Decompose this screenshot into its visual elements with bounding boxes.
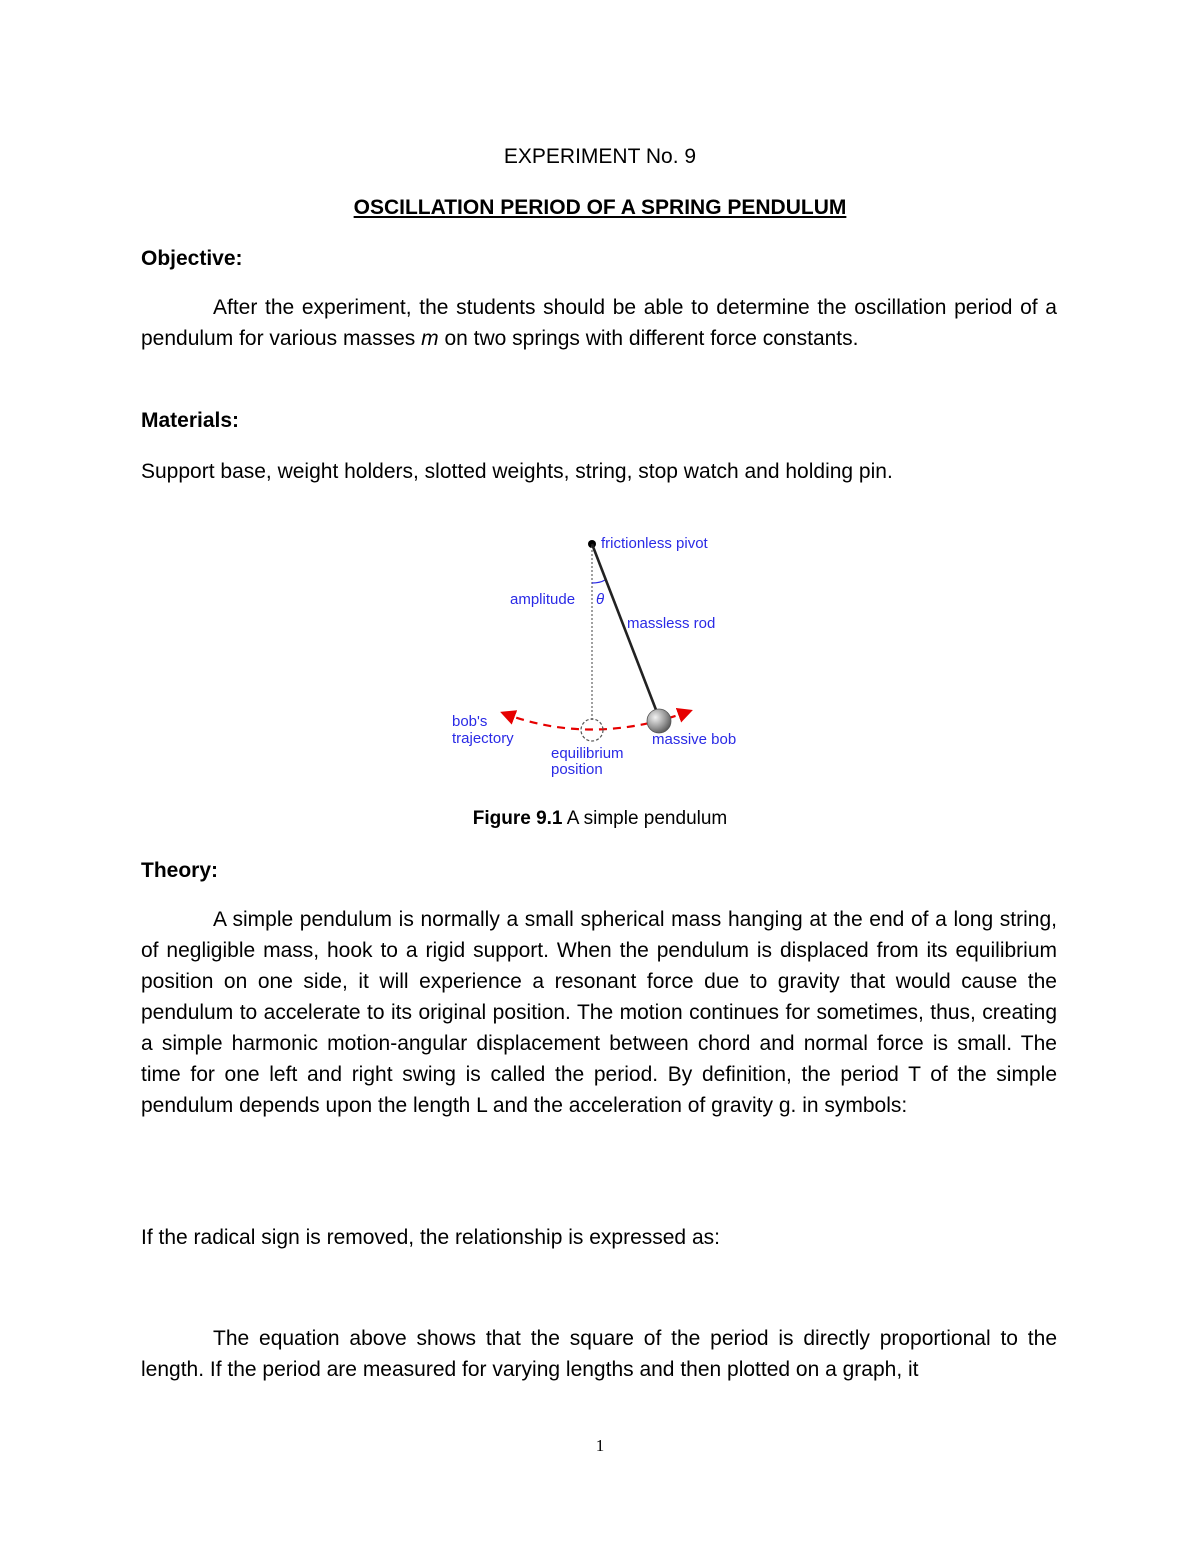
equilibrium-label-line2: position: [551, 761, 603, 778]
experiment-title: EXPERIMENT No. 9: [503, 145, 697, 168]
bob-label: massive bob: [652, 731, 737, 748]
objective-text-end: on two springs with different force constants.: [438, 327, 859, 350]
page-number: 1: [595, 1436, 605, 1455]
pivot-label: frictionless pivot: [601, 535, 708, 552]
bob-sphere: [647, 709, 671, 733]
objective-heading: Objective:: [141, 247, 243, 270]
materials-heading: Materials:: [141, 409, 240, 432]
trajectory-label-line1: bob's: [452, 713, 488, 730]
mass-symbol: m: [421, 327, 439, 350]
theory-heading: Theory:: [141, 859, 219, 882]
figure-caption-text: A simple pendulum: [562, 808, 728, 829]
equilibrium-label-line1: equilibrium: [551, 745, 624, 762]
theory-paragraph-3: The equation above shows that the square of the period is directly proportional to the length. If the period are measured for varying lengths and then plotted on a graph, it: [141, 1327, 1057, 1381]
theta-label: θ: [596, 591, 605, 608]
amplitude-label: amplitude: [510, 591, 576, 608]
rod-label: massless rod: [627, 615, 716, 632]
experiment-subtitle: OSCILLATION PERIOD OF A SPRING PENDULUM: [353, 196, 847, 219]
theory-paragraph-1: A simple pendulum is normally a small spherical mass hanging at the end of a long string, of negligible mass, hook to a rigid support. When the pendulum is displaced from its equilibrium position on one side, it will experience a resonant force due to gravity that would cause the pendulum to accelerate to its original position. The motion continues for sometimes, thus, creating a simple harmonic motion-angular displacement between chord and normal force is small. The time for one left and right swing is called the period. By definition, the period T of the simple pendulum depends upon the length L and the acceleration of gravity g. in symbols:: [141, 908, 1057, 1117]
objective-text-start: After the experiment, the students should be able to determine the oscillation period of a pendulum for various masses: [141, 296, 1057, 350]
angle-arc: [592, 580, 605, 583]
figure-caption-number: Figure 9.1: [472, 808, 563, 829]
pendulum-diagram: [440, 525, 770, 785]
pendulum-figure: [440, 525, 770, 785]
objective-paragraph: [141, 292, 1057, 354]
figure-caption: [0, 806, 1200, 832]
trajectory-label-line2: trajectory: [452, 730, 514, 747]
materials-text: Support base, weight holders, slotted weights, string, stop watch and holding pin.: [141, 460, 893, 483]
theory-paragraph-2: If the radical sign is removed, the relationship is expressed as:: [141, 1226, 720, 1249]
